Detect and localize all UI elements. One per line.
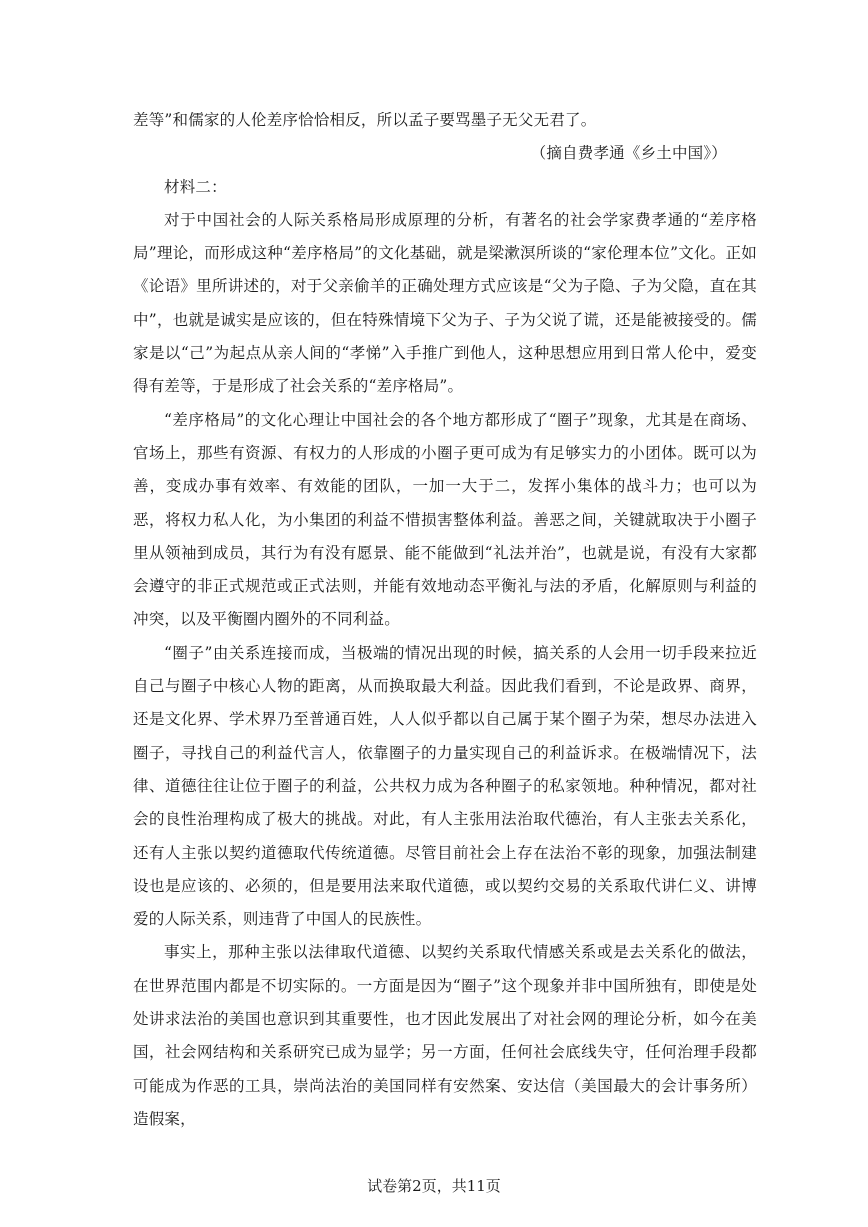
paragraph-continuation: 差等”和儒家的人伦差序恰恰相反，所以孟子要骂墨子无父无君了。	[133, 111, 597, 129]
paragraph-in-fact: 事实上，那种主张以法律取代道德、以契约关系取代情感关系或是去关系化的做法，在世界范围内都是不切实际的。一方面是因为“圈子”这个现象并非中国所独有，即使是处处讲求法治的美国也意识到其重要性，也才因此发展出了对社会网的理论分析，如今在美国，社会网结构和关系研究已成为显学；另一方面，任何社会底线失守，任何治理手段都可能成为作恶的工具，崇尚法治的美国同样有安然案、安达信（美国最大的会计事务所）造假案，	[133, 943, 757, 1128]
paragraph-circle-phenomenon: “差序格局”的文化心理让中国社会的各个地方都形成了“圈子”现象，尤其是在商场、官场上，那些有资源、有权力的人形成的小圈子更可成为有足够实力的小团体。既可以为善，变成办事有效率、有效能的团队，一加一大于二，发挥小集体的战斗力；也可以为恶，将权力私人化，为小集团的利益不惜损害整体利益。善恶之间，关键就取决于小圈子里从领袖到成员，其行为有没有愿景、能不能做到“礼法并治”，也就是说，有没有大家都会遵守的非正式规范或正式法则，并能有效地动态平衡礼与法的矛盾，化解原则与利益的冲突，以及平衡圈内圈外的不同利益。	[133, 410, 757, 629]
section-heading-material-two: 材料二：	[164, 177, 227, 196]
page-footer: 试卷第2页，共11页	[367, 1177, 501, 1195]
paragraph-chaxu-geju-theory: 对于中国社会的人际关系格局形成原理的分析，有著名的社会学家费孝通的“差序格局”理论，而形成这种“差序格局”的文化基础，就是梁漱溟所谈的“家伦理本位”文化。正如《论语》里所讲述的，对于父亲偷羊的正确处理方式应该是“父为子隐、子为父隐，直在其中”，也就是诚实是应该的，但在特殊情境下父为子、子为父说了谎，还是能被接受的。儒家是以“己”为起点从亲人间的“孝悌”入手推广到他人，这种思想应用到日常人伦中，爱变得有差等，于是形成了社会关系的“差序格局”。	[133, 210, 757, 396]
paragraph-circle-extremes: “圈子”由关系连接而成，当极端的情况出现的时候，搞关系的人会用一切手段来拉近自己与圈子中核心人物的距离，从而换取最大利益。因此我们看到，不论是政界、商界，还是文化界、学术界乃至普通百姓，人人似乎都以自己属于某个圈子为荣，想尽办法进入圈子，寻找自己的利益代言人，依靠圈子的力量实现自己的利益诉求。在极端情况下，法律、道德往往让位于圈子的利益，公共权力成为各种圈子的私家领地。种种情况，都对社会的良性治理构成了极大的挑战。对此，有人主张用法治取代德治，有人主张去关系化，还有人主张以契约道德取代传统道德。尽管目前社会上存在法治不彰的现象，加强法制建设也是应该的、必须的，但是要用法来取代道德，或以契约交易的关系取代讲仁义、讲博爱的人际关系，则违背了中国人的民族性。	[133, 643, 757, 929]
source-citation: （摘自费孝通《乡土中国》）	[530, 144, 727, 163]
article-body	[133, 104, 757, 1136]
